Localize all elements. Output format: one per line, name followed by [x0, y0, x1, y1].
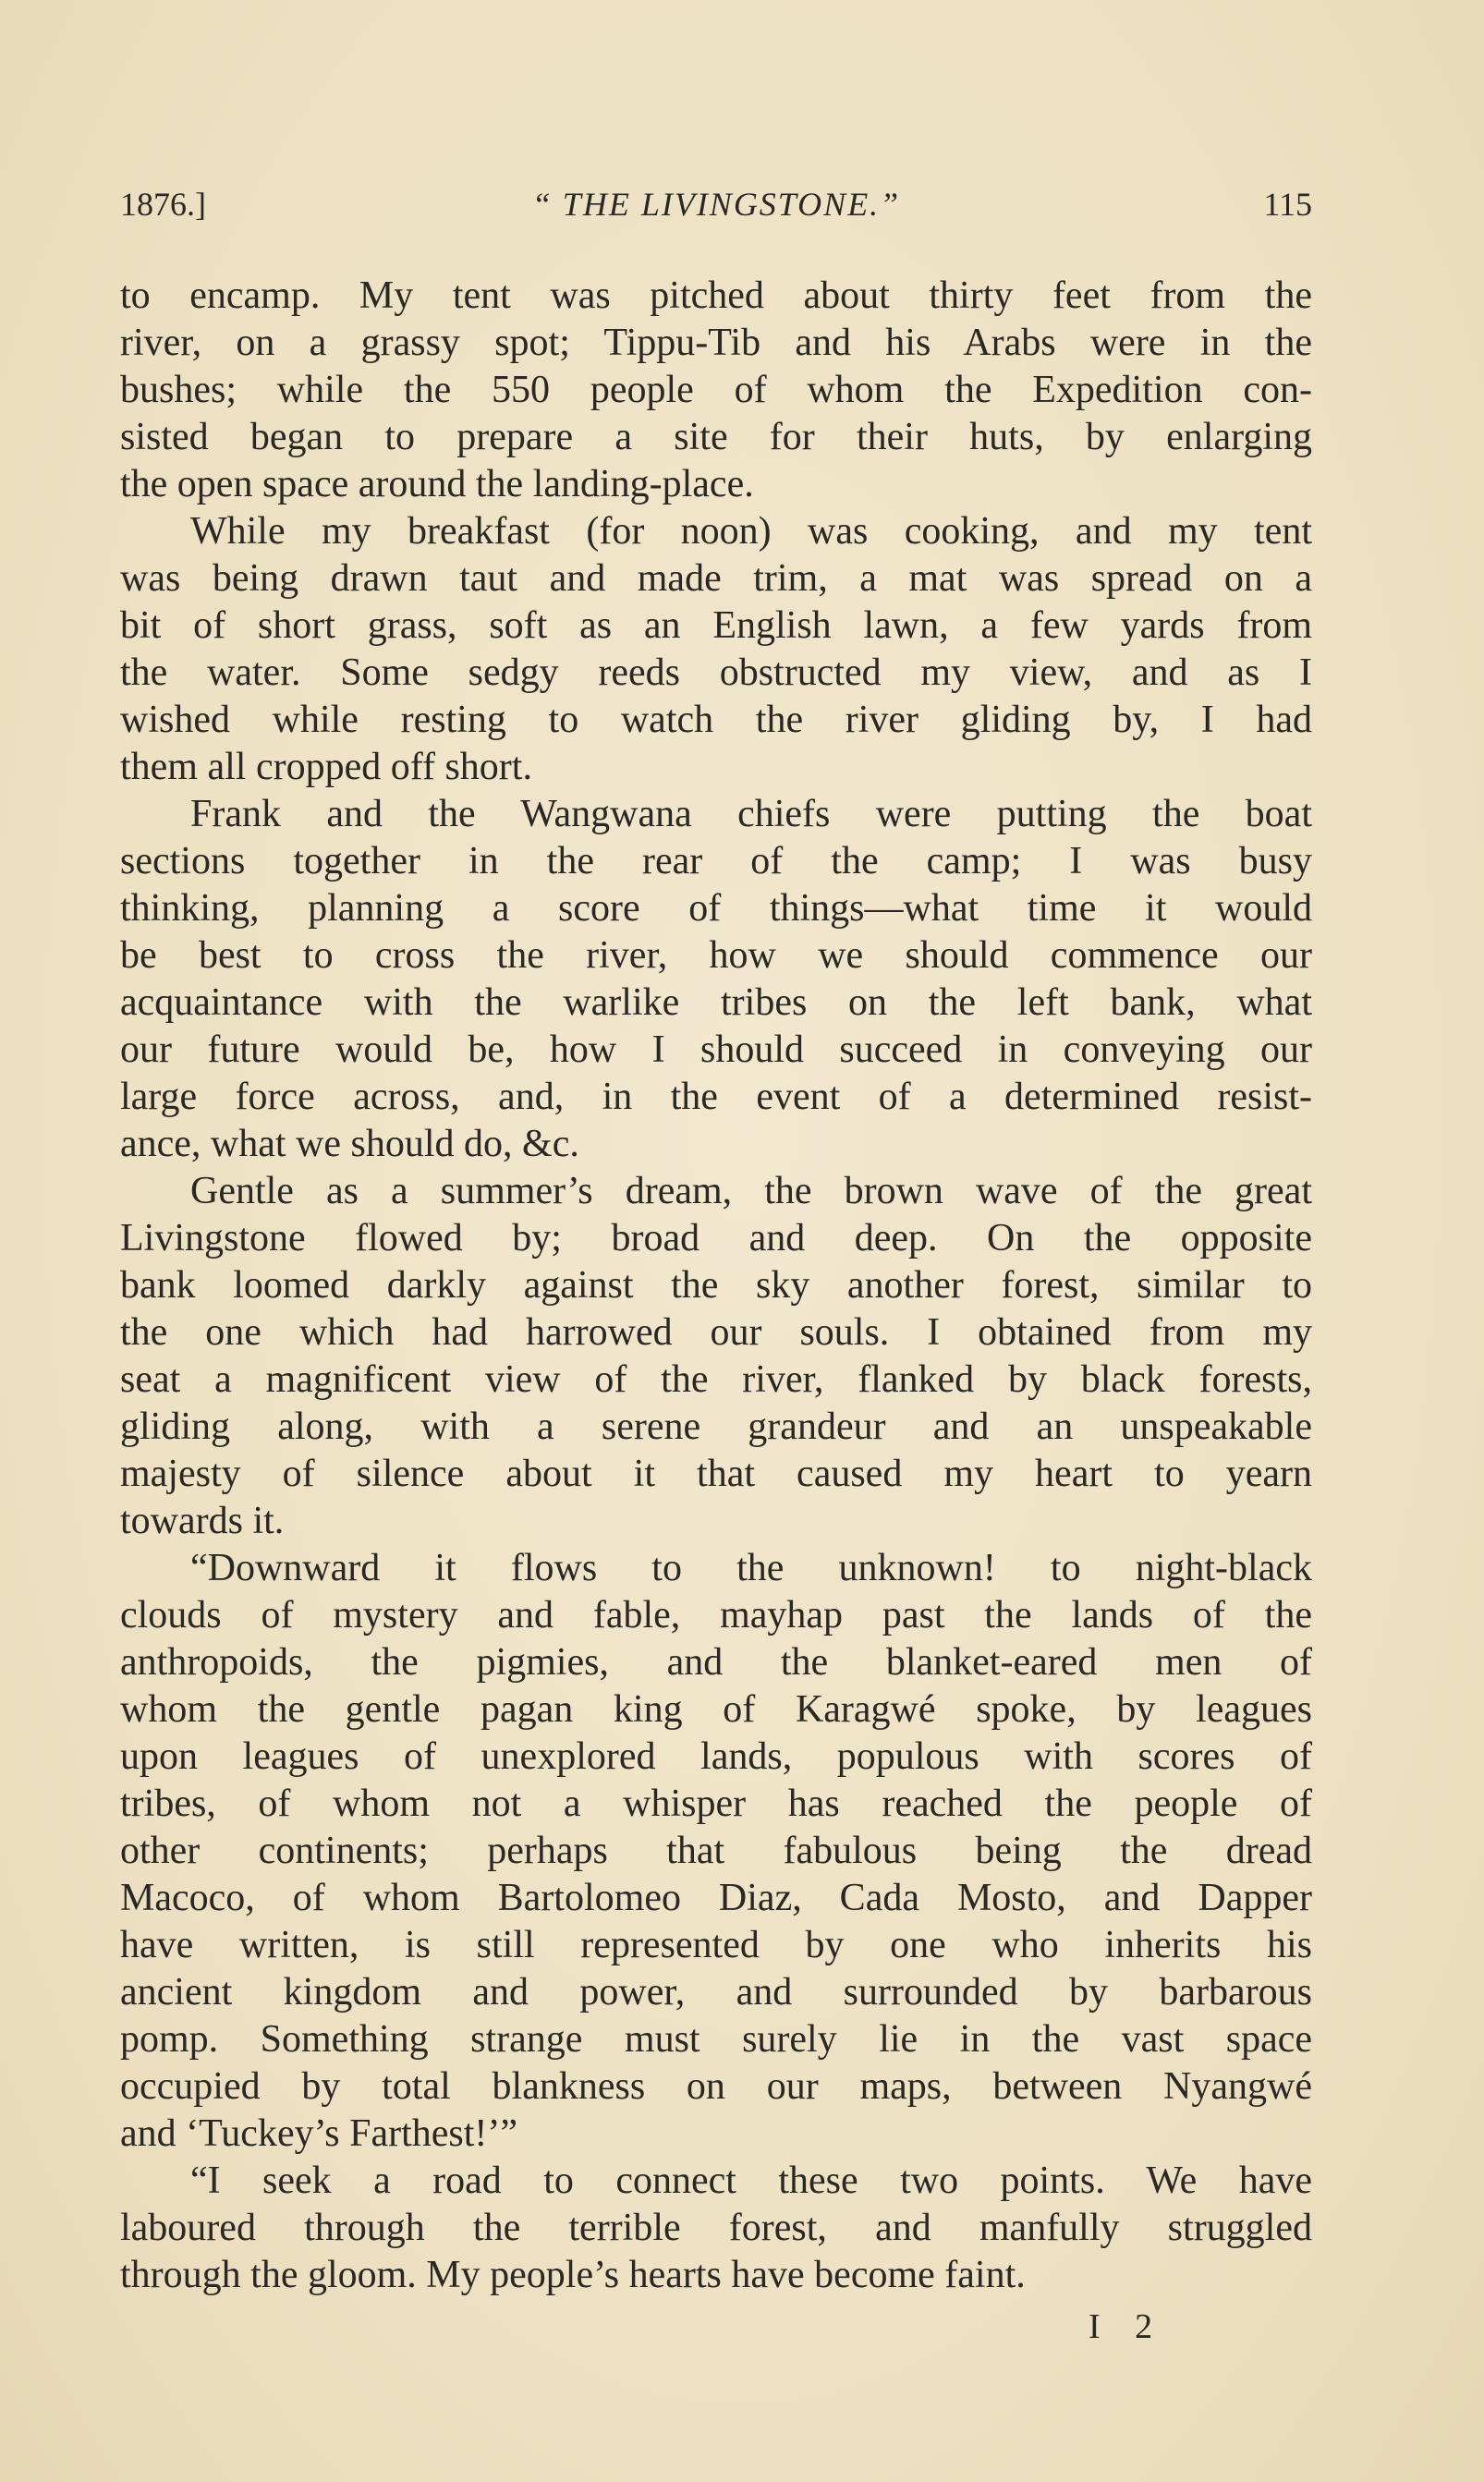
paragraph: [120, 1168, 1312, 1545]
text-line: bit of short grass, soft as an English lawn, a few yards from: [120, 604, 1312, 647]
text-line: “I seek a road to connect these two points. We have: [190, 2160, 1312, 2202]
text-line: bushes; while the 550 people of whom the Expedition con-: [120, 369, 1312, 411]
text-line: While my breakfast (for noon) was cooking, and my tent: [190, 510, 1312, 553]
text-line: ance, what we should do, &c.: [120, 1123, 579, 1165]
text-line: wished while resting to watch the river gliding by, I had: [120, 699, 1312, 741]
text-line: large force across, and, in the event of a determined resist-: [120, 1076, 1312, 1118]
text-line: them all cropped off short.: [120, 746, 532, 788]
text-line: sisted began to prepare a site for their huts, by enlarging: [120, 416, 1312, 458]
text-line: Gentle as a summer’s dream, the brown wave of the great: [190, 1170, 1312, 1212]
text-line: sections together in the rear of the camp; I was busy: [120, 840, 1312, 882]
paragraph: [120, 1545, 1312, 2158]
text-line: “Downward it flows to the unknown! to night-black: [190, 1547, 1312, 1589]
paragraph: [120, 2158, 1312, 2299]
header-year: 1876.]: [120, 186, 206, 223]
text-line: upon leagues of unexplored lands, populous with scores of: [120, 1735, 1312, 1778]
text-line: river, on a grassy spot; Tippu-Tib and his Arabs were in the: [120, 322, 1312, 364]
text-line: was being drawn taut and made trim, a mat was spread on a: [120, 557, 1312, 600]
text-line: Frank and the Wangwana chiefs were putting the boat: [190, 793, 1312, 835]
text-line: have written, is still represented by one who inherits his: [120, 1924, 1312, 1966]
text-line: the open space around the landing-place.: [120, 463, 754, 505]
running-head: [120, 181, 1312, 227]
text-line: towards it.: [120, 1500, 285, 1542]
text-line: through the gloom. My people’s hearts have become faint.: [120, 2254, 1026, 2296]
text-line: thinking, planning a score of things—what time it would: [120, 887, 1312, 930]
text-line: whom the gentle pagan king of Karagwé spoke, by leagues: [120, 1688, 1312, 1731]
text-line: laboured through the terrible forest, and manfully struggled: [120, 2207, 1312, 2249]
text-line: clouds of mystery and fable, mayhap past the lands of the: [120, 1594, 1312, 1636]
page-number: 115: [1263, 186, 1312, 223]
text-line: gliding along, with a serene grandeur and an unspeakable: [120, 1405, 1312, 1448]
text-line: majesty of silence about it that caused my heart to yearn: [120, 1453, 1312, 1495]
header-chapter-title: “ THE LIVINGSTONE.”: [531, 186, 901, 223]
signature-mark: I 2: [1089, 2307, 1166, 2346]
text-line: the water. Some sedgy reeds obstructed my view, and as I: [120, 651, 1312, 694]
text-line: the one which had harrowed our souls. I obtained from my: [120, 1311, 1312, 1354]
text-line: be best to cross the river, how we should commence our: [120, 934, 1312, 977]
text-line: Macoco, of whom Bartolomeo Diaz, Cada Mosto, and Dapper: [120, 1877, 1312, 1919]
body-text: [120, 273, 1312, 2299]
text-line: ancient kingdom and power, and surrounded by barbarous: [120, 1971, 1312, 2014]
text-line: anthropoids, the pigmies, and the blanket-eared men of: [120, 1641, 1312, 1684]
paragraph: [120, 273, 1312, 508]
text-line: to encamp. My tent was pitched about thirty feet from the: [120, 274, 1312, 317]
text-line: pomp. Something strange must surely lie in the vast space: [120, 2018, 1312, 2061]
text-line: bank loomed darkly against the sky another forest, similar to: [120, 1264, 1312, 1307]
text-line: other continents; perhaps that fabulous being the dread: [120, 1830, 1312, 1872]
text-line: tribes, of whom not a whisper has reached the people of: [120, 1782, 1312, 1825]
text-line: seat a magnificent view of the river, flanked by black forests,: [120, 1358, 1312, 1401]
paragraph: [120, 791, 1312, 1168]
text-line: our future would be, how I should succeed in conveying our: [120, 1028, 1312, 1071]
text-line: acquaintance with the warlike tribes on the left bank, what: [120, 981, 1312, 1024]
text-line: occupied by total blankness on our maps, between Nyangwé: [120, 2065, 1312, 2108]
text-line: Livingstone flowed by; broad and deep. On the opposite: [120, 1217, 1312, 1259]
paragraph: [120, 508, 1312, 791]
text-line: and ‘Tuckey’s Farthest!’”: [120, 2112, 518, 2155]
